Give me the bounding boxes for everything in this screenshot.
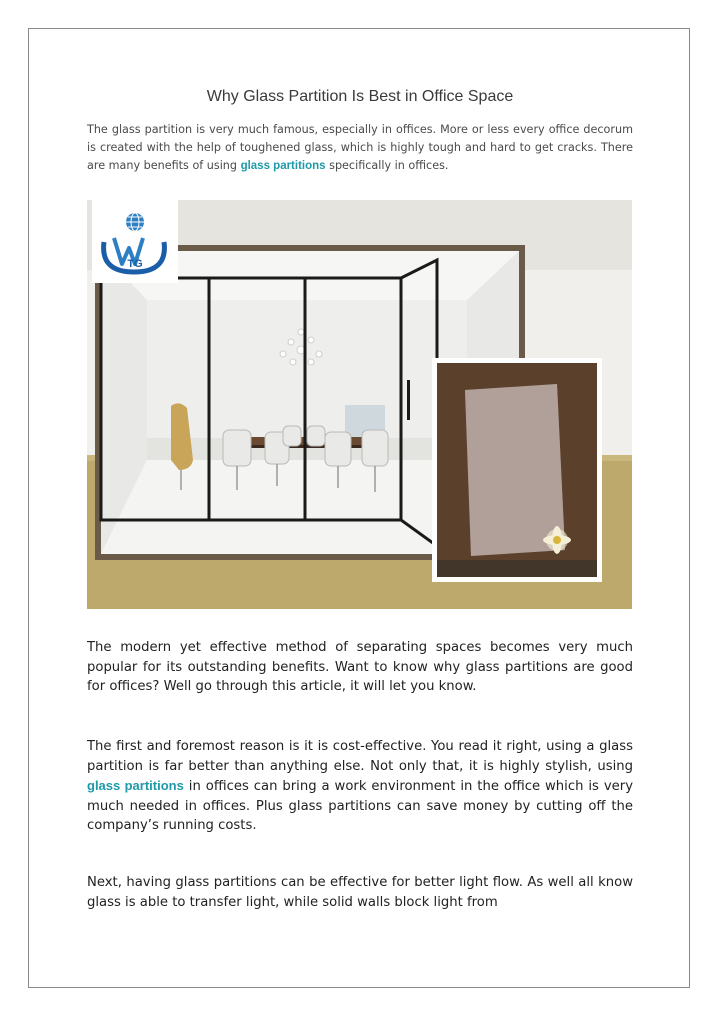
paragraph-1: The modern yet effective method of separating spaces becomes very much popular for its outstanding benefits. Want to know why glass partitions are good for offices? Well go through this article, it will let you know. xyxy=(87,640,633,694)
intro-text-after: specifically in offices. xyxy=(325,159,449,172)
page-title: Why Glass Partition Is Best in Office Space xyxy=(206,88,514,105)
paragraph-2-text-before: The first and foremost reason is it is cost-effective. You read it right, using a glass partition is far better than anything else. Not only that, it is highly stylish, using xyxy=(87,739,633,774)
glass-partitions-link[interactable]: glass partitions xyxy=(240,160,326,172)
paragraph-2-text-after: in offices can bring a work environment in the office which is very much needed in offices. Plus glass partitions can save money by cutting off the company’s running costs. xyxy=(87,779,634,833)
company-logo xyxy=(92,200,178,283)
intro-paragraph xyxy=(87,121,633,175)
logo-lettering: TG xyxy=(127,258,143,270)
glass-partitions-link-2[interactable]: glass partitions xyxy=(87,778,184,793)
paragraph-2 xyxy=(87,737,633,836)
intro-text-before: The glass partition is very much famous, especially in offices. More or less every office decorum is created with the help of toughened glass, which is highly tough and hard to get cracks. There are many benefits of using xyxy=(87,123,633,172)
paragraph-3: Next, having glass partitions can be effective for better light flow. As well all know glass is able to transfer light, while solid walls block light from xyxy=(87,875,633,910)
